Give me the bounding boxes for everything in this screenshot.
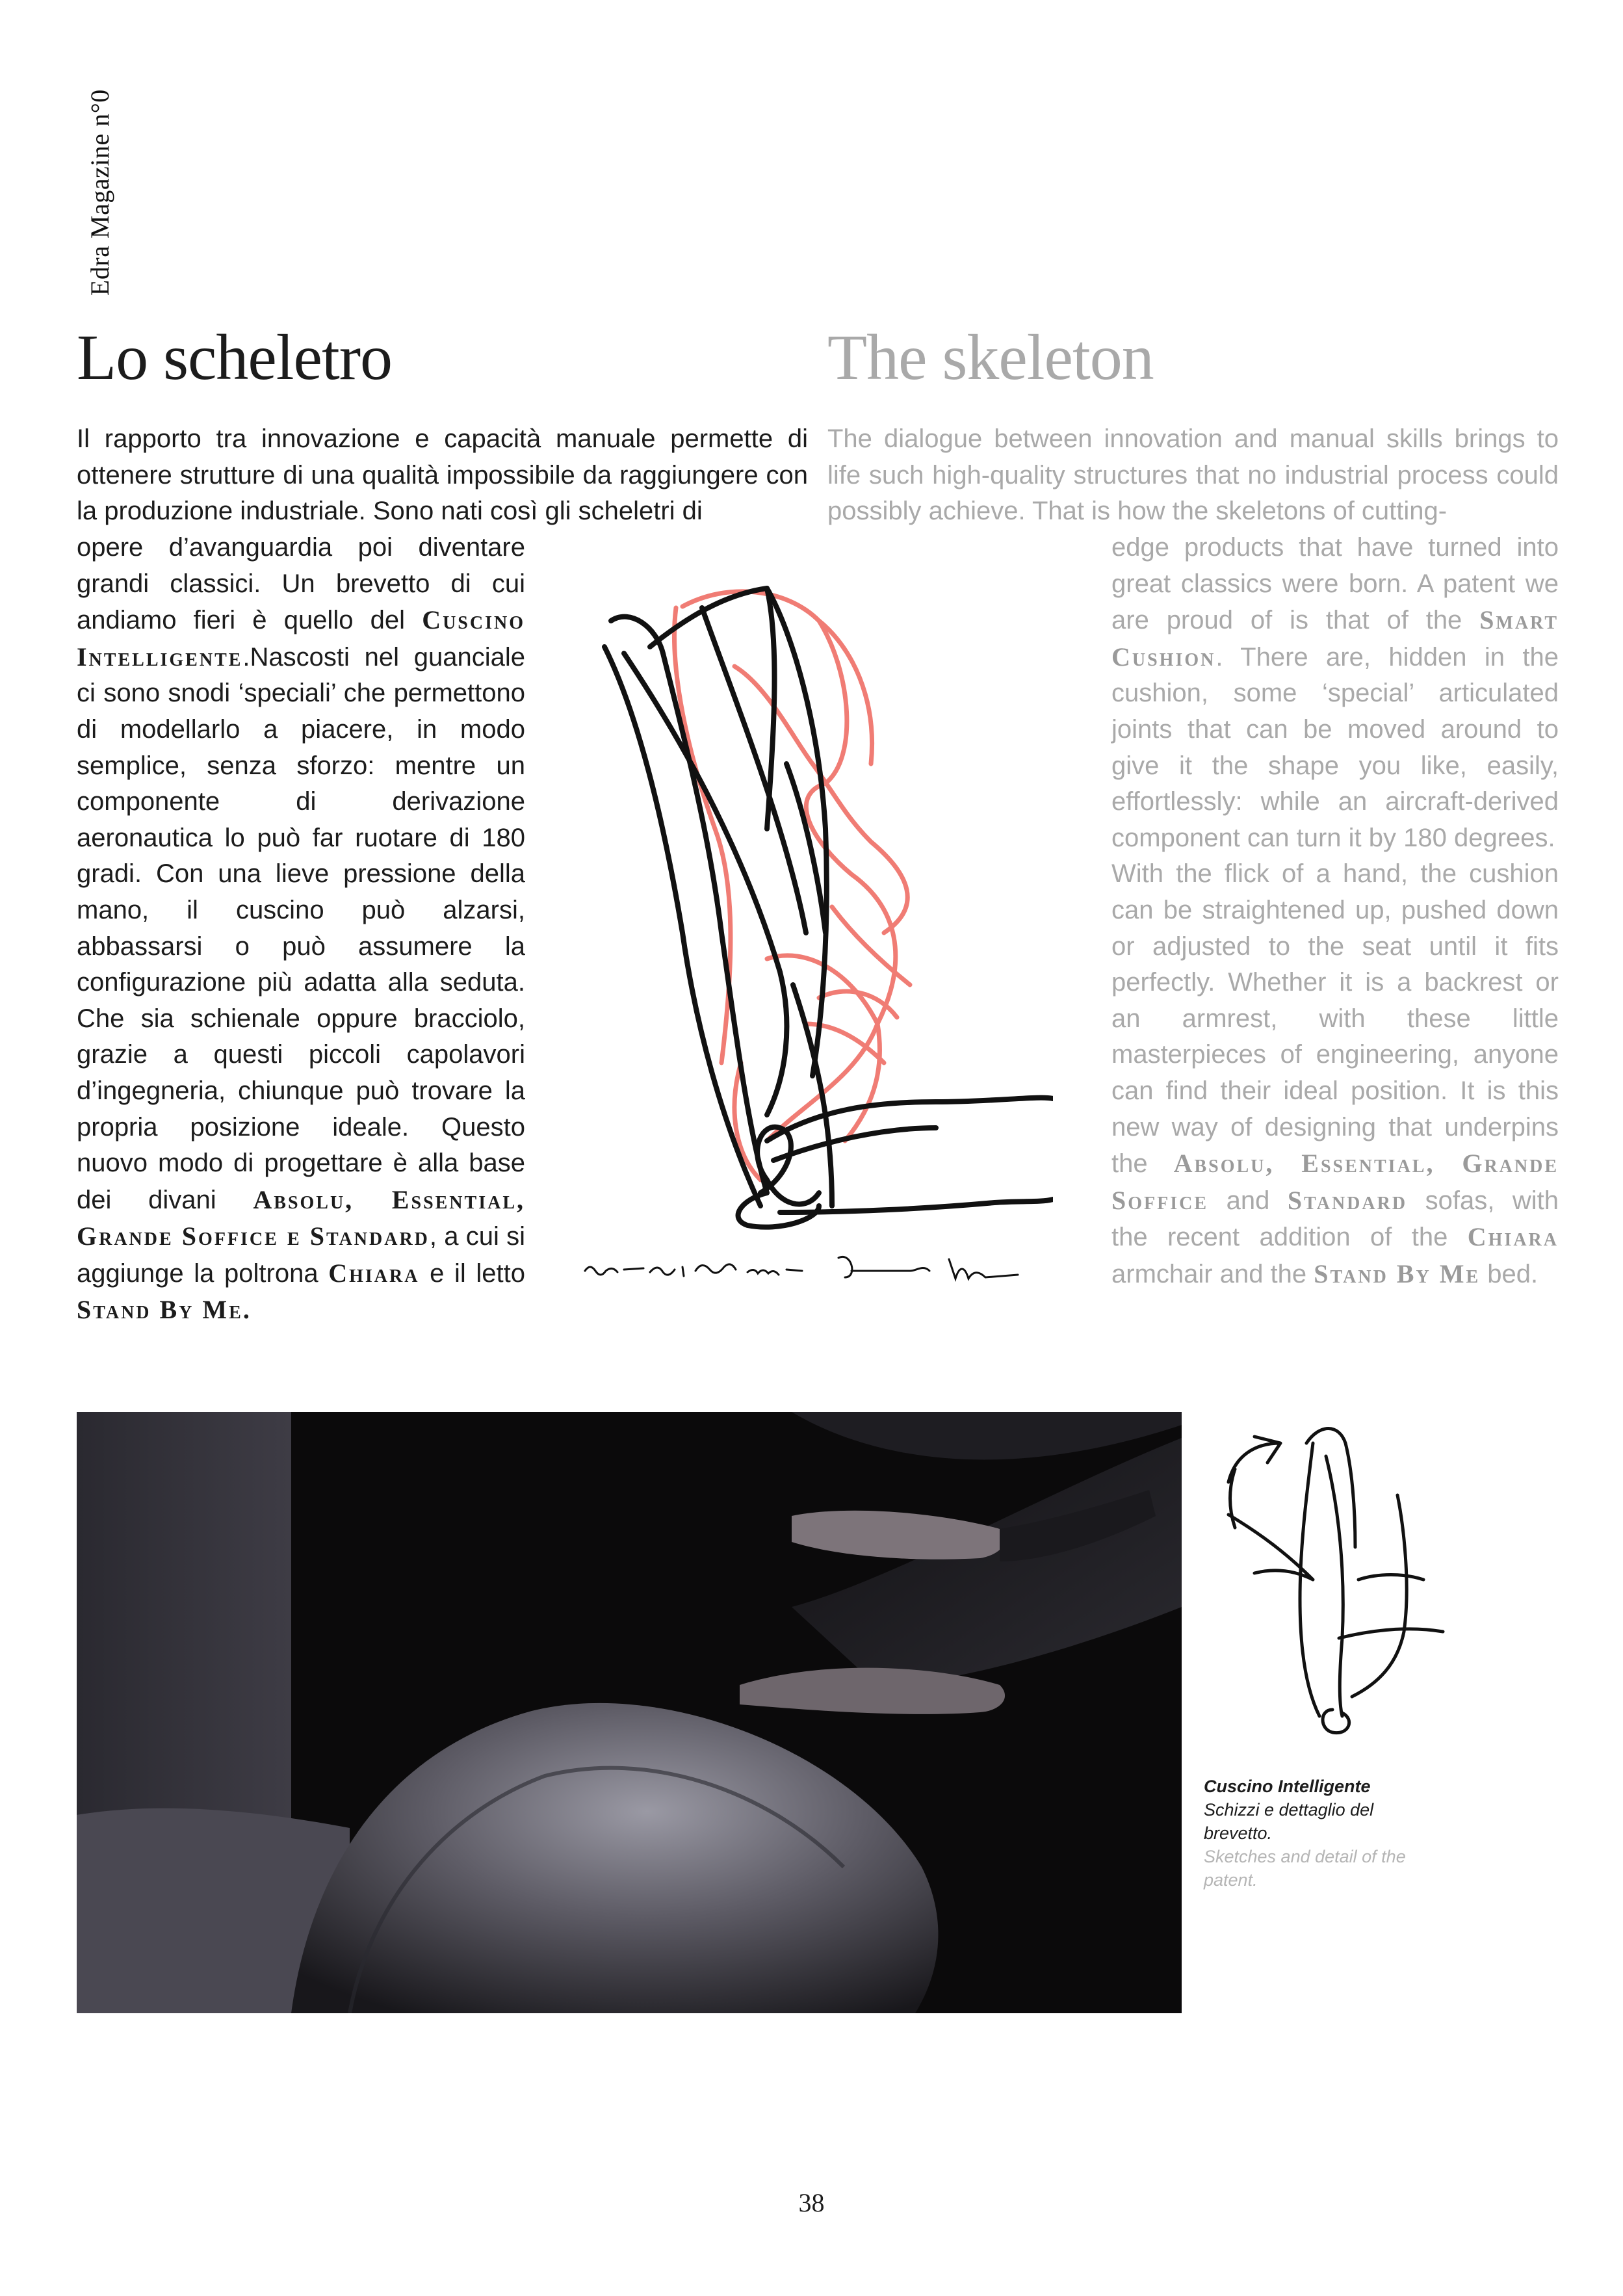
product-name-cuscino: Cuscino Intelligente — [77, 605, 525, 672]
cushion-photo-illustration — [77, 1412, 1182, 2013]
italian-text-4: e il letto — [419, 1259, 525, 1288]
product-name-stand-by-me-en: Stand By Me — [1314, 1259, 1481, 1288]
english-text-1: edge products that have turned into great classics were born. A patent we are proud of is that of the — [1111, 533, 1559, 635]
photo-caption — [1204, 1775, 1438, 1892]
italian-text-3: , a cui si aggiunge la poltrona — [77, 1222, 526, 1288]
english-text-6: bed. — [1480, 1259, 1539, 1288]
page-number: 38 — [798, 2188, 825, 2217]
cushion-photo — [77, 1412, 1182, 2013]
product-name-smart-cushion: Smart Cushion — [1111, 605, 1559, 672]
english-body — [1111, 530, 1559, 1292]
italian-intro — [77, 421, 808, 530]
english-and: and — [1208, 1186, 1288, 1215]
italian-body — [77, 530, 525, 1329]
cushion-sketch-drawing — [572, 569, 1053, 1323]
product-name-sofas: Absolu, Essential, Grande Soffice e Standard — [77, 1184, 525, 1251]
caption-english: Sketches and detail of the patent. — [1204, 1847, 1406, 1890]
english-intro-text: The dialogue between innovation and manual skills brings to life such high-quality structures that no industrial process could possibly achieve. That is how the skeletons of cutting- — [827, 424, 1559, 526]
english-text-2: . There are, hidden in the cushion, some ‘special’ articulated joints that can be moved around to give it the shape you like, easily, effortlessly: while an aircraft-derived component can turn it by 180 degrees. — [1111, 642, 1559, 852]
title-italian: Lo scheletro — [77, 321, 393, 393]
title-english: The skeleton — [827, 321, 1154, 393]
product-name-chiara: Chiara — [328, 1258, 420, 1288]
caption-italian: Schizzi e dettaglio del brevetto. — [1204, 1800, 1374, 1843]
italian-intro-text: Il rapporto tra innovazione e capacità manuale permette di ottenere strutture di una qualità impossibile da raggiungere con la produzione industriale. Sono nati così gli scheletri di — [77, 424, 808, 526]
italian-text-1: opere d’avanguardia poi diventare grandi classici. Un brevetto di cui andiamo fieri è quello del — [77, 533, 525, 635]
italian-text-2: .Nascosti nel guanciale ci sono snodi ‘speciali’ che permettono di modellarlo a piacere, in modo semplice, senza sforzo: mentre un componente di derivazione aeronautica lo può far ruotare di 180 gradi. Con una lieve pressione della mano, il cuscino può alzarsi, abbassarsi o può assumere la configurazione più adatta alla seduta. Che sia schienale oppure bracciolo, grazie a questi piccoli capolavori d’ingegneria, chiunque può trovare la propria posizione ideale. Questo nuovo modo di progettare è alla base dei divani — [77, 642, 525, 1214]
english-text-5: armchair and the — [1111, 1259, 1314, 1288]
small-sketch-drawing — [1209, 1417, 1449, 1742]
english-text-3: With the flick of a hand, the cushion can be straightened up, pushed down or adjusted to the seat until it fits perfectly. Whether it is a backrest or an armrest, with these little masterpieces of engineering, anyone can find their ideal position. It is this new way of designing that underpins the — [1111, 859, 1559, 1179]
product-name-standard: Standard — [1287, 1185, 1408, 1215]
english-text-4: sofas, with the recent addition of the — [1111, 1186, 1559, 1252]
product-name-chiara-en: Chiara — [1467, 1222, 1559, 1252]
product-name-sofas-a: Absolu, Essential, Grande Soffice — [1111, 1149, 1559, 1215]
magazine-label: Edra Magazine n°0 — [85, 89, 114, 296]
product-name-stand-by-me: Stand By Me. — [77, 1295, 252, 1325]
english-intro — [827, 421, 1559, 530]
caption-title: Cuscino Intelligente — [1204, 1777, 1371, 1796]
